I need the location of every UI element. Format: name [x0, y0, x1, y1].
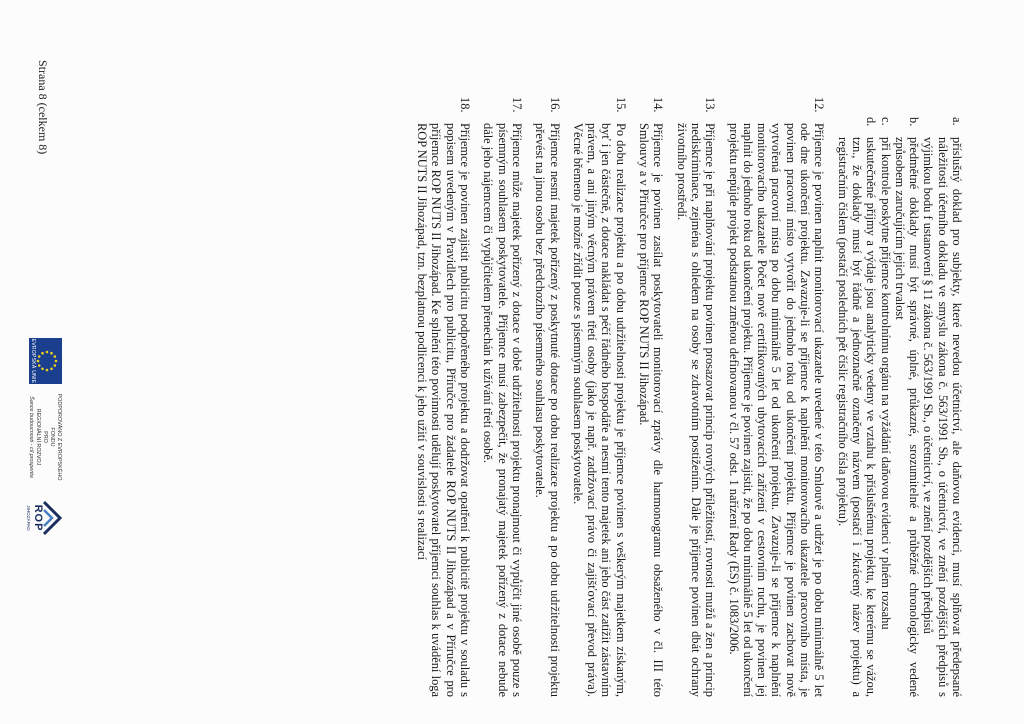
item-text: příslušný doklad pro subjekty, které nevedou účetnictví, ale daňovou evidenci, musí splňovat předepsané náležitosti účetního dokladu ve smyslu zákona č. 563/1991 Sb., o účetnictví, ve znění pozdějších předpisů s výjimkou bodu f ustanovení § 11 zákona č. 563/1991 Sb., o účetnictví, ve znění pozdějších předpisů [921, 137, 964, 697]
clause-text: Příjemce je povinen zasílat poskytovateli monitorovací zprávy dle harmonogramu obsaženého v čl. III této Smlouvy a v Příručce pro příjemce ROP NUTS II Jihozápad. [637, 123, 666, 697]
clause-17 [481, 97, 524, 697]
clause-number: 17. [509, 97, 524, 113]
item-letter: b. [907, 117, 922, 127]
evidence-requirements-list [835, 117, 964, 697]
item-text: při kontrole poskytne příjemce kontrolnímu orgánu na vyžádání daňovou evidenci v plném rozsahu [878, 137, 893, 630]
clause-16 [533, 97, 562, 697]
document-body [406, 97, 964, 697]
clause-text: Po dobu realizace projektu a po dobu udržitelnosti projektu je příjemce povinen s veškerým majetkem získaným, byť i jen částečně, z dotace nakládat s péčí řádného hospodáře a nesmí tento majetek ani jeho část zatížit zástavním právem, a ani jiným věcným právem třetí osoby (jako je např. zadržovací právo či zajišťovací převod práva). Věcné břemeno je možné zřídit pouze s písemným souhlasem poskytovatele. [570, 123, 628, 697]
list-item [921, 117, 964, 697]
clause-number: 12. [812, 97, 827, 113]
page-number: Strana 8 (celkem 8) [36, 60, 50, 155]
clause-12 [726, 97, 826, 697]
page-footer [24, 60, 64, 680]
rop-mark-icon [42, 498, 64, 538]
clause-text: Příjemce nesmí majetek pořízený z poskytnuté dotace po dobu realizace projektu a po dobu udržitelnosti projektu převést na jinou osobu bez předchozího písemného souhlasu poskytovatele. [533, 123, 562, 697]
eu-stars-icon [35, 344, 59, 378]
clause-text: Příjemce je při naplňování projektu povinen prosazovat princip rovných příležitostí, rovnosti mužů a žen a princip nediskriminace, zejména s ohledem na osoby se zdravotním postižením. Dále je příjemce povinen dbát ochrany životního prostředí. [674, 123, 718, 697]
clause-number: 18. [458, 97, 473, 113]
rop-region: JIHOZÁPAD [26, 505, 31, 531]
clause-18 [415, 97, 472, 697]
fund-slogan: Šance budoucnosti - cíl prosperita [28, 396, 34, 478]
item-text: předmětné doklady musí být správné, úplné, průkazné, srozumitelné a průběžné chronologicky vedené způsobem zaručujícím jejich trvalost [892, 137, 922, 697]
list-item [835, 117, 878, 697]
clause-number: 14. [651, 97, 666, 113]
clause-number: 15. [613, 97, 628, 113]
eu-label: EVROPSKÁ UNIE [30, 338, 36, 384]
eu-flag-icon [29, 338, 62, 384]
fund-line: REGIONÁLNÍ ROZVOJ [35, 408, 41, 466]
fund-text [27, 390, 62, 484]
item-letter: c. [878, 117, 893, 126]
clause-number: 13. [703, 97, 718, 113]
clause-number: 16. [547, 97, 562, 113]
list-item [893, 117, 922, 697]
fund-line: PODPOROVÁNO Z EVROPSKÉHO FONDU [49, 393, 62, 481]
item-letter: a. [950, 117, 964, 126]
clause-text: Příjemce je povinen zajistit publicitu podpořeného projektu a dodržovat opatření k publicitě projektu v souladu s popisem uvedeným v Pravidlech pro publicitu, Příručce pro žadatele ROP NUTS II Jihozápad a v Příručce pro příjemce ROP NUTS II Jihozápad. Ke splnění této povinnosti udělují poskytovatel příjemci souhlas k uvádění loga ROP NUTS II Jihozápad, tzn. bezplatnou podlicenci k jeho užití v souvislosti s realizací [415, 123, 473, 697]
fund-line: PRO [42, 431, 48, 443]
funding-logos [24, 338, 64, 558]
clause-text: Příjemce je povinen naplnit monitorovací ukazatele uvedené v této Smlouvě a udržet je po dobu minimálně 5 let ode dne ukončení projektu. Zavazuje-li se příjemce k naplnění monitorovacího ukazatele pracovního místa, je povinen pracovní místo vytvořit do jednoho roku od ukončení projektu. Příjemce je povinen zachovat nově vytvořená pracovní místa po dobu minimálně 5 let od ukončení projektu. Zavazuje-li se příjemce k naplnění monitorovacího ukazatele Počet nově certifikovaných ubytovacích zařízení v cestovním ruchu, je povinen jej naplnit do jednoho roku od ukončení projektu. Příjemce je povinen zajistit, že po dobu minimálně 5 let od ukončení projektu nepůjde projekt podstatnou změnou definovanou v čl. 57 odst. 1 nařízení Rady (ES) č. 1083/2006. [726, 123, 827, 697]
clause-15 [571, 97, 628, 697]
clause-13 [674, 97, 717, 697]
rop-logo [24, 490, 64, 546]
clause-text: Příjemce může majetek pořízený z dotace v době udržitelnosti projektu pronajmout či vypůjčit jiné osobě pouze s písemným souhlasem poskytovatele. Příjemce musí zabezpečit, že pronajatý majetek pořízený z dotace nebude dále jeho nájemcem či vypůjčitelem přenechán k užívání třetí osobě. [481, 123, 524, 697]
list-item [878, 117, 892, 697]
item-letter: d. [864, 117, 879, 127]
rop-name: ROP [32, 504, 44, 532]
item-text: uskutečněné příjmy a výdaje jsou analyticky vedeny ve vztahu k příslušnému projektu, ke kterému se vážou, tzn., že doklady musí být řádně a jednoznačně označeny názvem (postačí i zkrácený název projektu) a registračním číslem (postačí posledních pět číslic registračního čísla projektu). [835, 137, 879, 697]
clause-14 [637, 97, 666, 697]
